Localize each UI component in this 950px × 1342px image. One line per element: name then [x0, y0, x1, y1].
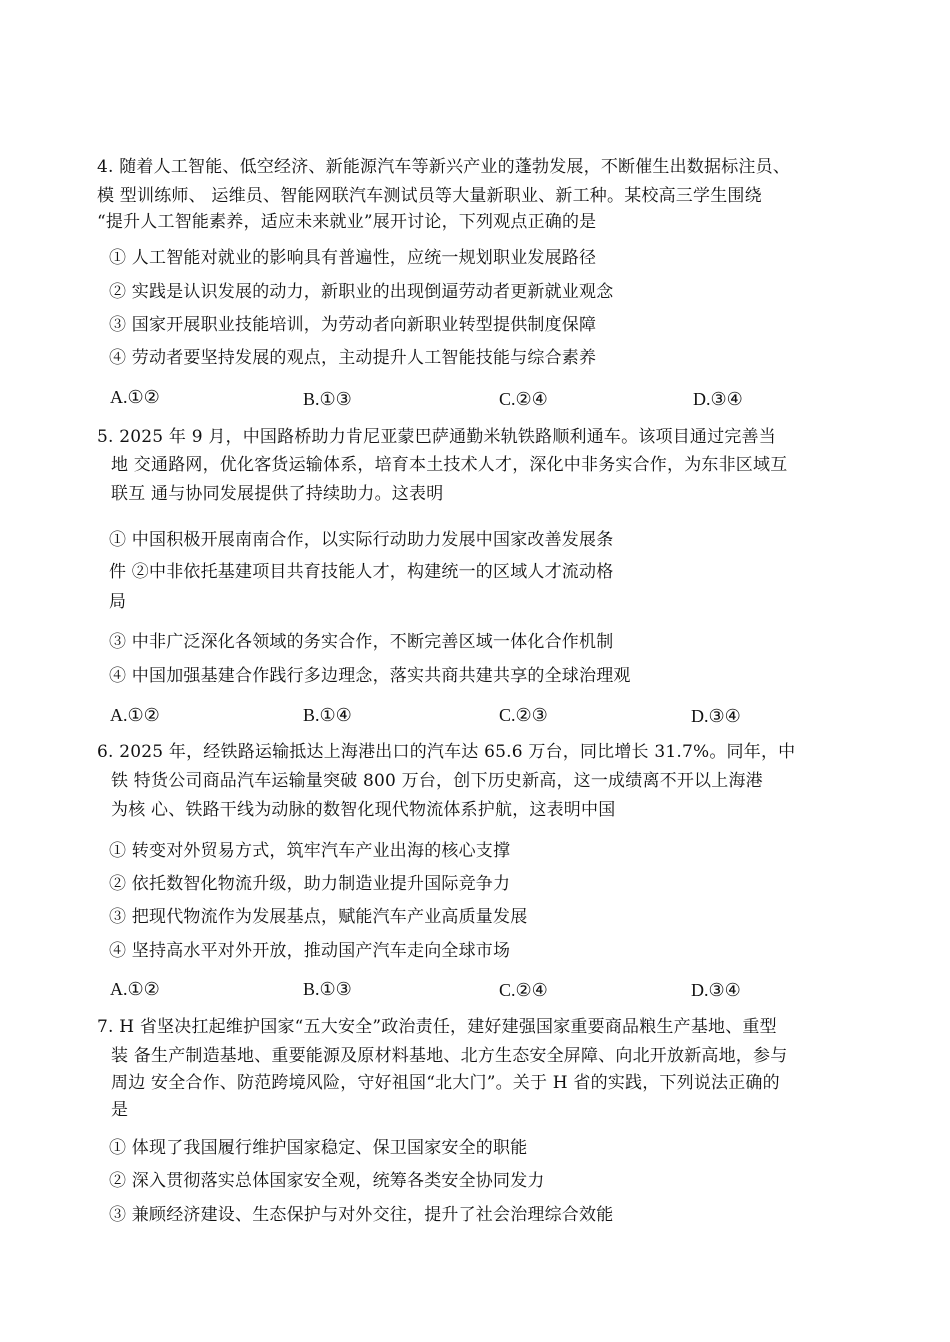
question-6-choice-d[interactable]: D.③④	[691, 980, 741, 1000]
question-7-option-1: ① 体现了我国履行维护国家稳定、保卫国家安全的职能	[109, 1138, 528, 1158]
question-5-choice-a[interactable]: A.①②	[110, 705, 160, 725]
question-4-option-3: ③ 国家开展职业技能培训，为劳动者向新职业转型提供制度保障	[109, 315, 597, 335]
question-7-option-2: ② 深入贯彻落实总体国家安全观，统筹各类安全协同发力	[109, 1171, 545, 1191]
question-6-line-1: 6. 2025 年，经铁路运输抵达上海港出口的汽车达 65.6 万台，同比增长 31.7%。同年，中	[97, 742, 796, 762]
question-6-choice-c[interactable]: C.②④	[499, 980, 548, 1000]
question-7-line-1: 7. H 省坚决扛起维护国家“五大安全”政治责任，建好建强国家重要商品粮生产基地、重型	[97, 1017, 777, 1037]
question-4-choice-a[interactable]: A.①②	[110, 387, 160, 407]
question-4-choice-c[interactable]: C.②④	[499, 389, 548, 409]
question-5-option-1: ① 中国积极开展南南合作，以实际行动助力发展中国家改善发展条	[109, 530, 614, 550]
question-7-line-2: 装 备生产制造基地、重要能源及原材料基地、北方生态安全屏障、向北开放新高地，参与	[111, 1046, 788, 1066]
question-4-line-1: 4. 随着人工智能、低空经济、新能源汽车等新兴产业的蓬勃发展，不断催生出数据标注员、	[97, 157, 791, 177]
question-6-line-3: 为核 心、铁路干线为动脉的数智化现代物流体系护航，这表明中国	[111, 800, 616, 820]
question-4-option-1: ① 人工智能对就业的影响具有普遍性，应统一规划职业发展路径	[109, 248, 597, 268]
question-6-option-1: ① 转变对外贸易方式，筑牢汽车产业出海的核心支撑	[109, 841, 511, 861]
question-5-choice-d[interactable]: D.③④	[691, 706, 741, 726]
question-4-line-3: “提升人工智能素养，适应未来就业”展开讨论，下列观点正确的是	[97, 212, 597, 232]
question-4-option-4: ④ 劳动者要坚持发展的观点，主动提升人工智能技能与综合素养	[109, 348, 597, 368]
question-6-choice-b[interactable]: B.①③	[303, 979, 352, 999]
question-7-line-4: 是	[111, 1100, 129, 1120]
question-6-option-3: ③ 把现代物流作为发展基点，赋能汽车产业高质量发展	[109, 907, 528, 927]
question-5-option-3: ③ 中非广泛深化各领域的务实合作，不断完善区域一体化合作机制	[109, 632, 614, 652]
question-6-option-4: ④ 坚持高水平对外开放，推动国产汽车走向全球市场	[109, 941, 511, 961]
question-6-option-2: ② 依托数智化物流升级，助力制造业提升国际竞争力	[109, 874, 511, 894]
question-6-choice-a[interactable]: A.①②	[110, 979, 160, 999]
question-5-option-2-cont: 局	[109, 592, 127, 612]
question-4-choice-b[interactable]: B.①③	[303, 389, 352, 409]
question-5-choice-c[interactable]: C.②③	[499, 705, 548, 725]
question-5-line-3: 联互 通与协同发展提供了持续助力。这表明	[111, 484, 444, 504]
question-4-option-2: ② 实践是认识发展的动力，新职业的出现倒逼劳动者更新就业观念	[109, 282, 614, 302]
question-7-option-3: ③ 兼顾经济建设、生态保护与对外交往，提升了社会治理综合效能	[109, 1205, 614, 1225]
question-5-option-2: 件 ②中非依托基建项目共育技能人才，构建统一的区域人才流动格	[109, 562, 614, 582]
question-5-option-4: ④ 中国加强基建合作践行多边理念，落实共商共建共享的全球治理观	[109, 666, 631, 686]
question-5-line-2: 地 交通路网，优化客货运输体系，培育本土技术人才，深化中非务实合作，为东非区域互	[111, 455, 788, 475]
question-4-choice-d[interactable]: D.③④	[693, 389, 743, 409]
question-7-line-3: 周边 安全合作、防范跨境风险，守好祖国“北大门”。关于 H 省的实践，下列说法正确的	[111, 1073, 780, 1093]
question-4-line-2: 模 型训练师、 运维员、智能网联汽车测试员等大量新职业、新工种。某校高三学生围绕	[97, 186, 762, 206]
question-5-choice-b[interactable]: B.①④	[303, 705, 352, 725]
question-6-line-2: 铁 特货公司商品汽车运输量突破 800 万台，创下历史新高，这一成绩离不开以上海港	[111, 771, 763, 791]
question-5-line-1: 5. 2025 年 9 月，中国路桥助力肯尼亚蒙巴萨通勤米轨铁路顺利通车。该项目通过完善当	[97, 427, 776, 447]
